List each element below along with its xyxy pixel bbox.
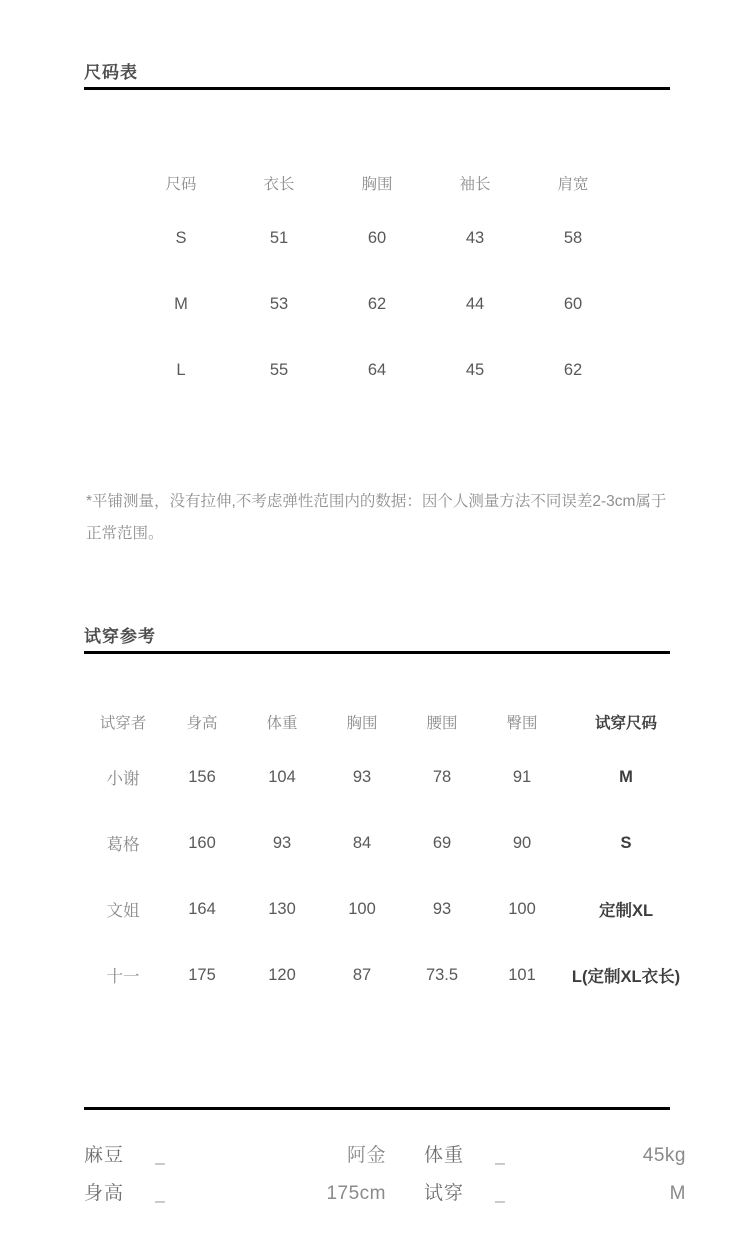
cell-weight: 130	[268, 899, 296, 918]
cell-waist: 78	[432, 767, 452, 786]
cell-waist: 69	[432, 833, 452, 852]
cell-worn-size: 定制XL	[598, 902, 654, 920]
table-header-row	[132, 160, 622, 205]
fit-reference-rule	[84, 651, 670, 654]
model-spec-row	[84, 1178, 694, 1216]
col-header-sleeve: 袖长	[459, 175, 491, 193]
cell-worn-size: S	[620, 833, 632, 852]
separator-dash: _	[155, 1146, 165, 1165]
model-spec-cell-model	[84, 1140, 424, 1167]
cell-length: 53	[269, 294, 289, 313]
cell-hip: 91	[512, 767, 532, 786]
table-row	[132, 205, 622, 271]
fit-reference-table	[84, 700, 690, 1008]
table-row	[132, 271, 622, 337]
model-spec-cell-weight	[424, 1140, 694, 1167]
model-spec-divider	[84, 1107, 670, 1110]
cell-sleeve: 43	[465, 228, 485, 247]
model-spec-cell-height	[84, 1178, 424, 1205]
cell-hip: 90	[512, 833, 532, 852]
cell-bust: 60	[367, 228, 387, 247]
cell-model: 小谢	[106, 770, 140, 788]
measurement-note: *平铺测量，没有拉伸,不考虑弹性范围内的数据：因个人测量方法不同误差2-3cm属于正常范围。	[86, 493, 667, 542]
table-row	[84, 876, 690, 942]
cell-weight: 120	[268, 965, 296, 984]
weight-label: 体重	[424, 1145, 465, 1166]
model-spec-block	[84, 1140, 694, 1216]
col-header-bust: 胸围	[346, 715, 378, 732]
table-row	[84, 942, 690, 1008]
weight-value: 45kg	[642, 1145, 686, 1166]
cell-worn-size: M	[619, 767, 633, 786]
separator-dash: _	[495, 1184, 505, 1203]
cell-shoulder: 62	[563, 360, 583, 379]
cell-model: 葛格	[106, 836, 140, 854]
cell-height: 160	[188, 833, 216, 852]
col-header-worn-size: 试穿尺码	[594, 715, 657, 732]
cell-shoulder: 60	[563, 294, 583, 313]
col-header-hip: 臀围	[506, 715, 538, 732]
size-chart-title: 尺码表	[84, 63, 138, 82]
col-header-model: 试穿者	[99, 715, 147, 732]
cell-weight: 93	[272, 833, 292, 852]
cell-sleeve: 44	[465, 294, 485, 313]
cell-size: M	[174, 294, 188, 313]
cell-height: 156	[188, 767, 216, 786]
table-header-row	[84, 700, 690, 744]
table-row	[84, 810, 690, 876]
fit-reference-title: 试穿参考	[84, 627, 156, 646]
cell-shoulder: 58	[563, 228, 583, 247]
cell-hip: 101	[508, 965, 536, 984]
worn-size-label: 试穿	[424, 1183, 465, 1204]
col-header-length: 衣长	[263, 175, 295, 193]
cell-model: 十一	[106, 968, 140, 986]
col-header-weight: 体重	[266, 715, 298, 732]
table-row	[84, 744, 690, 810]
section-header-size-chart	[84, 62, 670, 90]
height-label: 身高	[84, 1183, 125, 1204]
cell-hip: 100	[508, 899, 536, 918]
cell-bust: 64	[367, 360, 387, 379]
col-header-height: 身高	[186, 715, 218, 732]
worn-size-value: M	[669, 1183, 686, 1204]
table-row	[132, 337, 622, 403]
model-value: 阿金	[346, 1145, 386, 1166]
cell-bust: 100	[348, 899, 376, 918]
cell-waist: 73.5	[425, 965, 459, 984]
size-chart-rule	[84, 87, 670, 90]
col-header-size: 尺码	[165, 175, 197, 193]
cell-worn-size: L(定制XL衣长)	[571, 968, 681, 986]
model-spec-cell-worn-size	[424, 1178, 694, 1205]
cell-length: 51	[269, 228, 289, 247]
cell-model: 文姐	[106, 902, 140, 920]
model-spec-row	[84, 1140, 694, 1178]
separator-dash: _	[155, 1184, 165, 1203]
cell-height: 175	[188, 965, 216, 984]
cell-bust: 87	[352, 965, 372, 984]
col-header-shoulder: 肩宽	[557, 175, 589, 193]
col-header-waist: 腰围	[426, 715, 458, 732]
cell-size: S	[175, 228, 187, 247]
cell-waist: 93	[432, 899, 452, 918]
separator-dash: _	[495, 1146, 505, 1165]
cell-length: 55	[269, 360, 289, 379]
section-header-fit-reference	[84, 626, 670, 654]
height-value: 175cm	[326, 1183, 386, 1204]
cell-bust: 93	[352, 767, 372, 786]
cell-bust: 84	[352, 833, 372, 852]
cell-bust: 62	[367, 294, 387, 313]
col-header-bust: 胸围	[361, 175, 393, 193]
cell-weight: 104	[268, 767, 296, 786]
cell-size: L	[176, 360, 186, 379]
cell-height: 164	[188, 899, 216, 918]
cell-sleeve: 45	[465, 360, 485, 379]
size-chart-table	[132, 160, 622, 403]
model-label: 麻豆	[84, 1145, 125, 1166]
